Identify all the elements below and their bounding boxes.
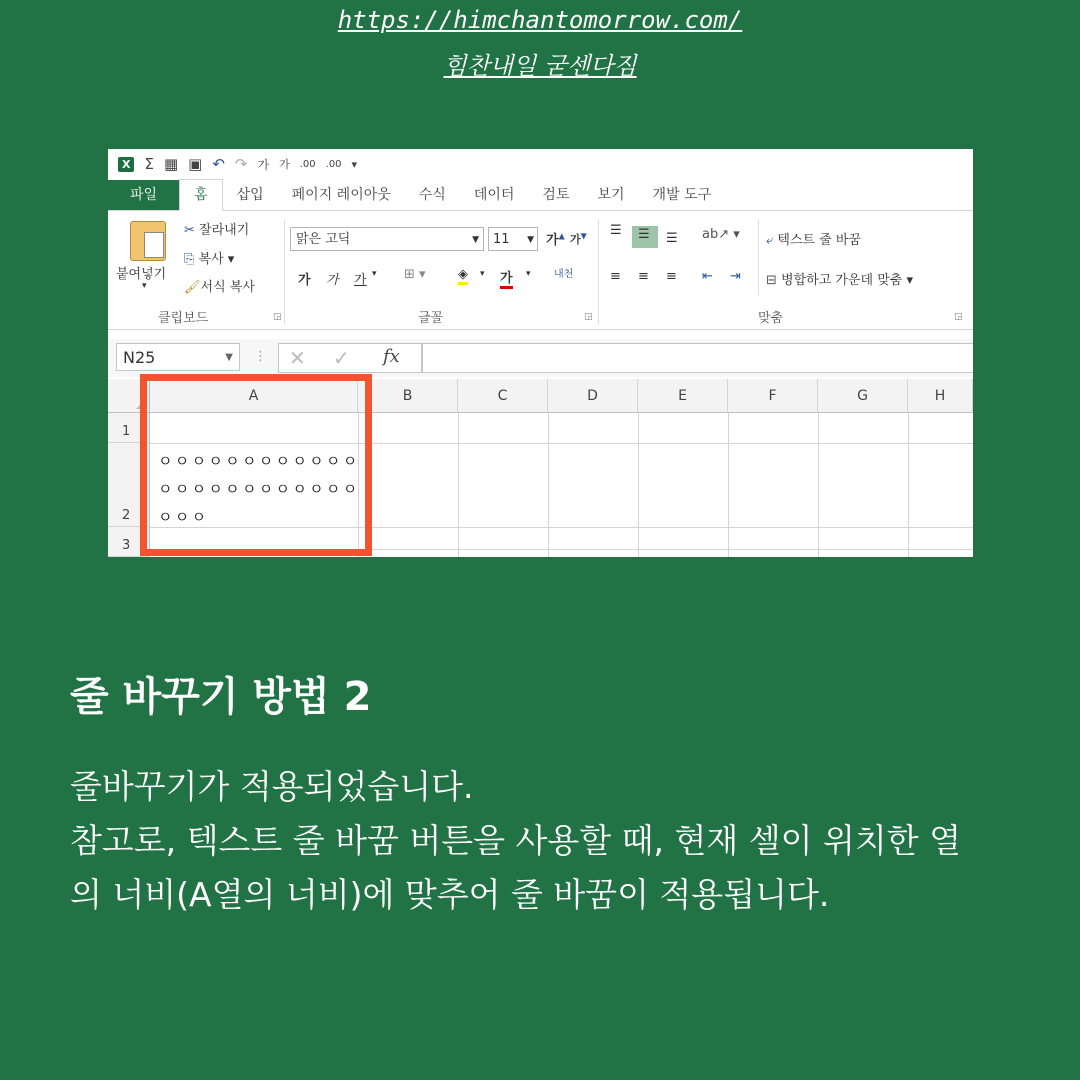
divider [598,219,599,325]
copy-icon: ⎘ [184,252,195,267]
paste-button[interactable]: 붙여넣기 [116,267,167,282]
copy-label: 복사 [198,252,224,267]
tab-developer[interactable]: 개발 도구 [652,187,712,203]
font-grow-button[interactable]: 가▲ [546,231,565,248]
chevron-down-icon[interactable]: ▾ [372,269,377,279]
chevron-down-icon: ▼ [225,352,233,363]
gridline [818,413,819,557]
row-number: 2 [122,508,131,523]
cell-a2[interactable]: ㅇㅇㅇㅇㅇㅇㅇㅇㅇㅇㅇㅇㅇㅇㅇㅇㅇㅇㅇㅇㅇㅇㅇㅇㅇㅇㅇ [158,452,360,526]
clipboard-launcher-icon[interactable]: ◲ [273,312,282,322]
chevron-down-icon[interactable]: ▾ [526,269,531,279]
column-header-h[interactable]: H [908,379,973,413]
description-line-2: 참고로, 텍스트 줄 바꿈 버튼을 사용할 때, 현재 셀이 위치한 열의 너비(A열의 너비)에 맞추어 줄 바꿈이 적용됩니다. [70,821,961,914]
merge-cells-icon: ⊟ [766,273,777,288]
chevron-down-icon: ▼ [472,235,479,245]
align-top-icon[interactable]: ☰ [610,223,622,238]
ribbon-home [108,211,973,330]
tab-page-layout[interactable]: 페이지 레이아웃 [291,187,391,203]
column-header-b[interactable]: B [358,379,458,413]
tab-view[interactable]: 보기 [597,187,625,203]
fill-color-icon[interactable]: ◈ [458,267,468,285]
tab-file[interactable]: 파일 [108,180,179,210]
font-launcher-icon[interactable]: ◲ [584,312,593,322]
column-header-d[interactable]: D [548,379,638,413]
cancel-icon[interactable]: ✕ [289,346,306,370]
formula-buttons [278,343,422,373]
wrap-text-label: 텍스트 줄 바꿈 [777,233,862,248]
column-header-g[interactable]: G [818,379,908,413]
alignment-group-label: 맞춤 [758,311,784,326]
ribbon-tabs [108,179,973,211]
enter-icon[interactable]: ✓ [333,346,350,370]
font-size-up-icon[interactable]: 가 [257,157,270,172]
section-heading: 줄 바꾸기 방법 2 [70,674,372,720]
wrap-text-icon: ⤶ [766,233,774,248]
blog-name: 힘찬내일 굳센다짐 [443,52,637,80]
align-middle-glyph: ☰ [638,227,650,242]
format-painter-button[interactable] [184,276,255,295]
column-header-e[interactable]: E [638,379,728,413]
tab-review[interactable]: 검토 [542,187,570,203]
description [70,760,990,922]
paste-icon[interactable] [130,221,166,261]
table-icon[interactable]: ▦ [163,155,179,173]
font-color-button[interactable]: 가 [500,267,513,289]
formula-input[interactable] [422,343,973,373]
font-size-down-icon[interactable]: 가 [279,158,290,171]
underline-button[interactable]: 가 [354,273,367,288]
tab-home[interactable]: 홈 [179,179,223,211]
font-shrink-button[interactable]: 가▼ [570,231,587,246]
merge-center-label: 병합하고 가운데 맞춤 [781,273,903,288]
cut-button[interactable] [184,219,249,238]
font-group-label: 글꼴 [418,311,444,326]
row-number: 3 [122,538,131,553]
increase-decimal-icon[interactable]: .00 [299,158,316,170]
undo-icon[interactable]: ↶ [212,155,225,173]
gridline [638,413,639,557]
increase-indent-icon[interactable]: ⇥ [730,269,741,284]
name-box-value: N25 [123,348,156,367]
align-bottom-icon[interactable]: ☰ [666,231,678,246]
font-size-select[interactable] [488,227,538,251]
cut-label: 잘라내기 [199,223,250,238]
decrease-decimal-icon[interactable]: .00 [325,158,342,170]
font-name-select[interactable] [290,227,484,251]
align-right-icon[interactable]: ≡ [666,269,677,284]
divider [758,219,759,295]
chevron-down-icon[interactable]: ▾ [480,269,485,279]
save-icon[interactable]: ▣ [188,155,203,173]
borders-icon[interactable]: ⊞ ▾ [404,267,426,282]
merge-center-button[interactable]: ⊟ 병합하고 가운데 맞춤 ▾ [766,273,914,288]
phonetic-guide-button[interactable]: 내천 [554,269,574,280]
more-icon: ⋮ [254,349,267,364]
column-header-f[interactable]: F [728,379,818,413]
copy-button[interactable]: ⎘ 복사 ▾ [184,252,235,267]
chevron-down-icon: ▼ [527,235,534,245]
divider [284,219,285,325]
font-size-value: 11 [493,232,510,247]
column-header-c[interactable]: C [458,379,548,413]
clipboard-group-label: 클립보드 [158,311,209,326]
description-line-1: 줄바꾸기가 적용되었습니다. [70,767,474,806]
customize-qat-icon[interactable]: ▾ [351,157,358,171]
align-left-icon[interactable]: ≡ [610,269,621,284]
paste-dropdown-icon[interactable]: ▾ [142,281,147,291]
sum-icon[interactable]: Σ [144,155,154,173]
decrease-indent-icon[interactable]: ⇤ [702,269,713,284]
orientation-icon[interactable]: ab↗ ▾ [702,227,740,242]
tab-formulas[interactable]: 수식 [418,187,446,203]
align-center-icon[interactable]: ≡ [638,269,649,284]
redo-icon[interactable]: ↷ [234,155,248,173]
blog-url-link[interactable]: https://himchantomorrow.com/ [337,6,743,34]
scissors-icon: ✂ [184,223,195,238]
tab-data[interactable]: 데이터 [473,187,515,203]
excel-icon: X [118,157,134,172]
column-a-highlight-box [140,374,372,556]
quick-access-toolbar [108,149,973,179]
bold-button[interactable]: 가 [298,273,311,288]
gridline [908,413,909,557]
name-box[interactable] [116,343,240,371]
fx-icon[interactable]: fx [383,346,400,367]
wrap-text-button[interactable] [766,229,861,248]
italic-button[interactable]: 가 [326,273,339,288]
font-name-value: 맑은 고딕 [296,232,351,247]
column-header-a[interactable]: A [150,379,358,413]
brush-icon: 🖌 [184,280,201,295]
gridline [548,413,549,557]
row-number: 1 [122,424,131,439]
format-painter-label: 서식 복사 [200,280,255,295]
gridline [728,413,729,557]
alignment-launcher-icon[interactable]: ◲ [954,312,963,322]
formula-bar [108,339,973,377]
gridline [458,413,459,557]
tab-insert[interactable]: 삽입 [236,187,264,203]
